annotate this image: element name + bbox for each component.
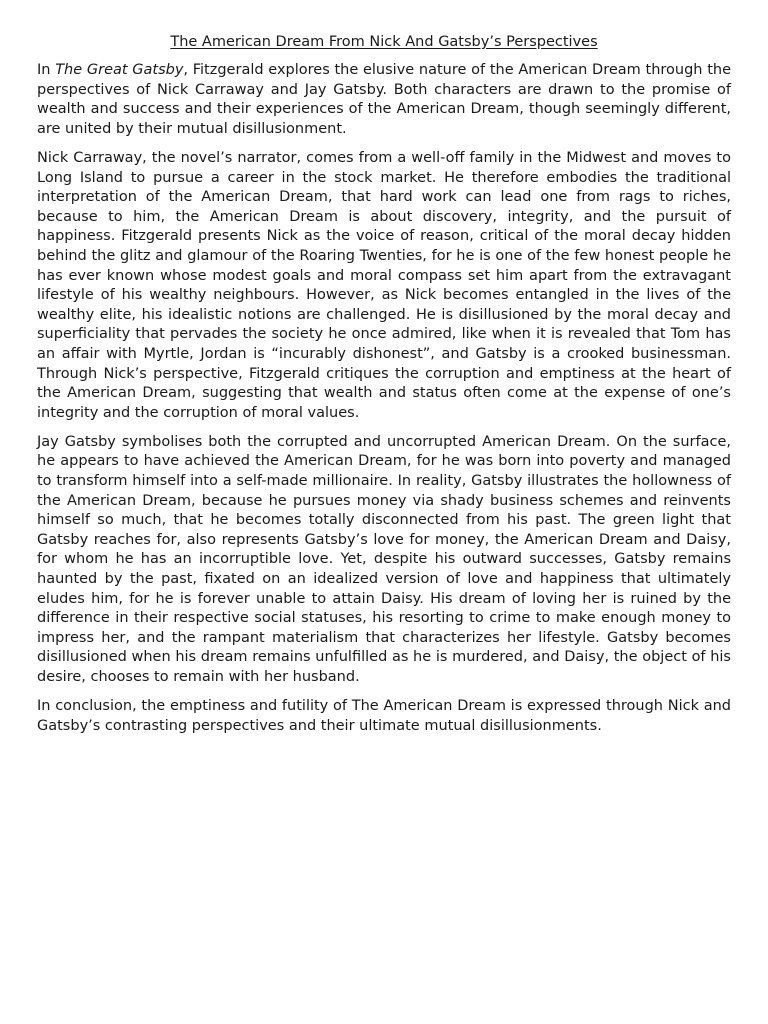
- document-page: [37, 33, 731, 746]
- book-title: The Great Gatsby: [55, 62, 184, 79]
- gatsby-paragraph: Jay Gatsby symbolises both the corrupted and uncorrupted American Dream. On the surface, he appears to have achieved the American Dream, for he was born into poverty and managed to transform himself into a self-made millionaire. In reality, Gatsby illustrates the hollowness of the American Dream, because he pursues money via shady business schemes and reinvents himself so much, that he becomes totally disconnected from his past. The green light that Gatsby reaches for, also represents Gatsby’s love for money, the American Dream and Daisy, for whom he has an incorruptible love. Yet, despite his outward successes, Gatsby remains haunted by the past, fixated on an idealized version of love and happiness that ultimately eludes him, for he is forever unable to attain Daisy. His dream of loving her is ruined by the difference in their respective social statuses, his resorting to crime to make enough money to impress her, and the rampant materialism that characterizes her lifestyle. Gatsby becomes disillusioned when his dream remains unfulfilled as he is murdered, and Daisy, the object of his desire, chooses to remain with her husband.: [37, 433, 731, 685]
- intro-lead: In: [37, 62, 56, 79]
- nick-paragraph: Nick Carraway, the novel’s narrator, comes from a well-off family in the Midwest and moves to Long Island to pursue a career in the stock market. He therefore embodies the traditional interpretation of the American Dream, that hard work can lead one from rags to riches, because to him, the American Dream is about discovery, integrity, and the pursuit of happiness. Fitzgerald presents Nick as the voice of reason, critical of the moral decay hidden behind the glitz and glamour of the Roaring Twenties, for he is one of the few honest people he has ever known whose modest goals and moral compass set him apart from the extravagant lifestyle of his wealthy neighbours. However, as Nick becomes entangled in the lives of the wealthy elite, his idealistic notions are challenged. He is disillusioned by the moral decay and superficiality that pervades the society he once admired, like when it is revealed that Tom has an affair with Myrtle, Jordan is “incurably dishonest”, and Gatsby is a crooked businessman. Through Nick’s perspective, Fitzgerald critiques the corruption and emptiness at the heart of the American Dream, suggesting that wealth and status often come at the expense of one’s integrity and the corruption of moral values.: [37, 149, 731, 421]
- document-title: The American Dream From Nick And Gatsby’s Perspectives: [170, 34, 598, 50]
- intro-paragraph: [37, 61, 731, 139]
- intro-rest: , Fitzgerald explores the elusive nature of the American Dream through the perspectives of Nick Carraway and Jay Gatsby. Both characters are drawn to the promise of wealth and success and their experiences of the American Dream, though seemingly different, are united by their mutual disillusionment.: [37, 62, 731, 137]
- conclusion-paragraph: In conclusion, the emptiness and futility of The American Dream is expressed through Nick and Gatsby’s contrasting perspectives and their ultimate mutual disillusionments.: [37, 698, 731, 734]
